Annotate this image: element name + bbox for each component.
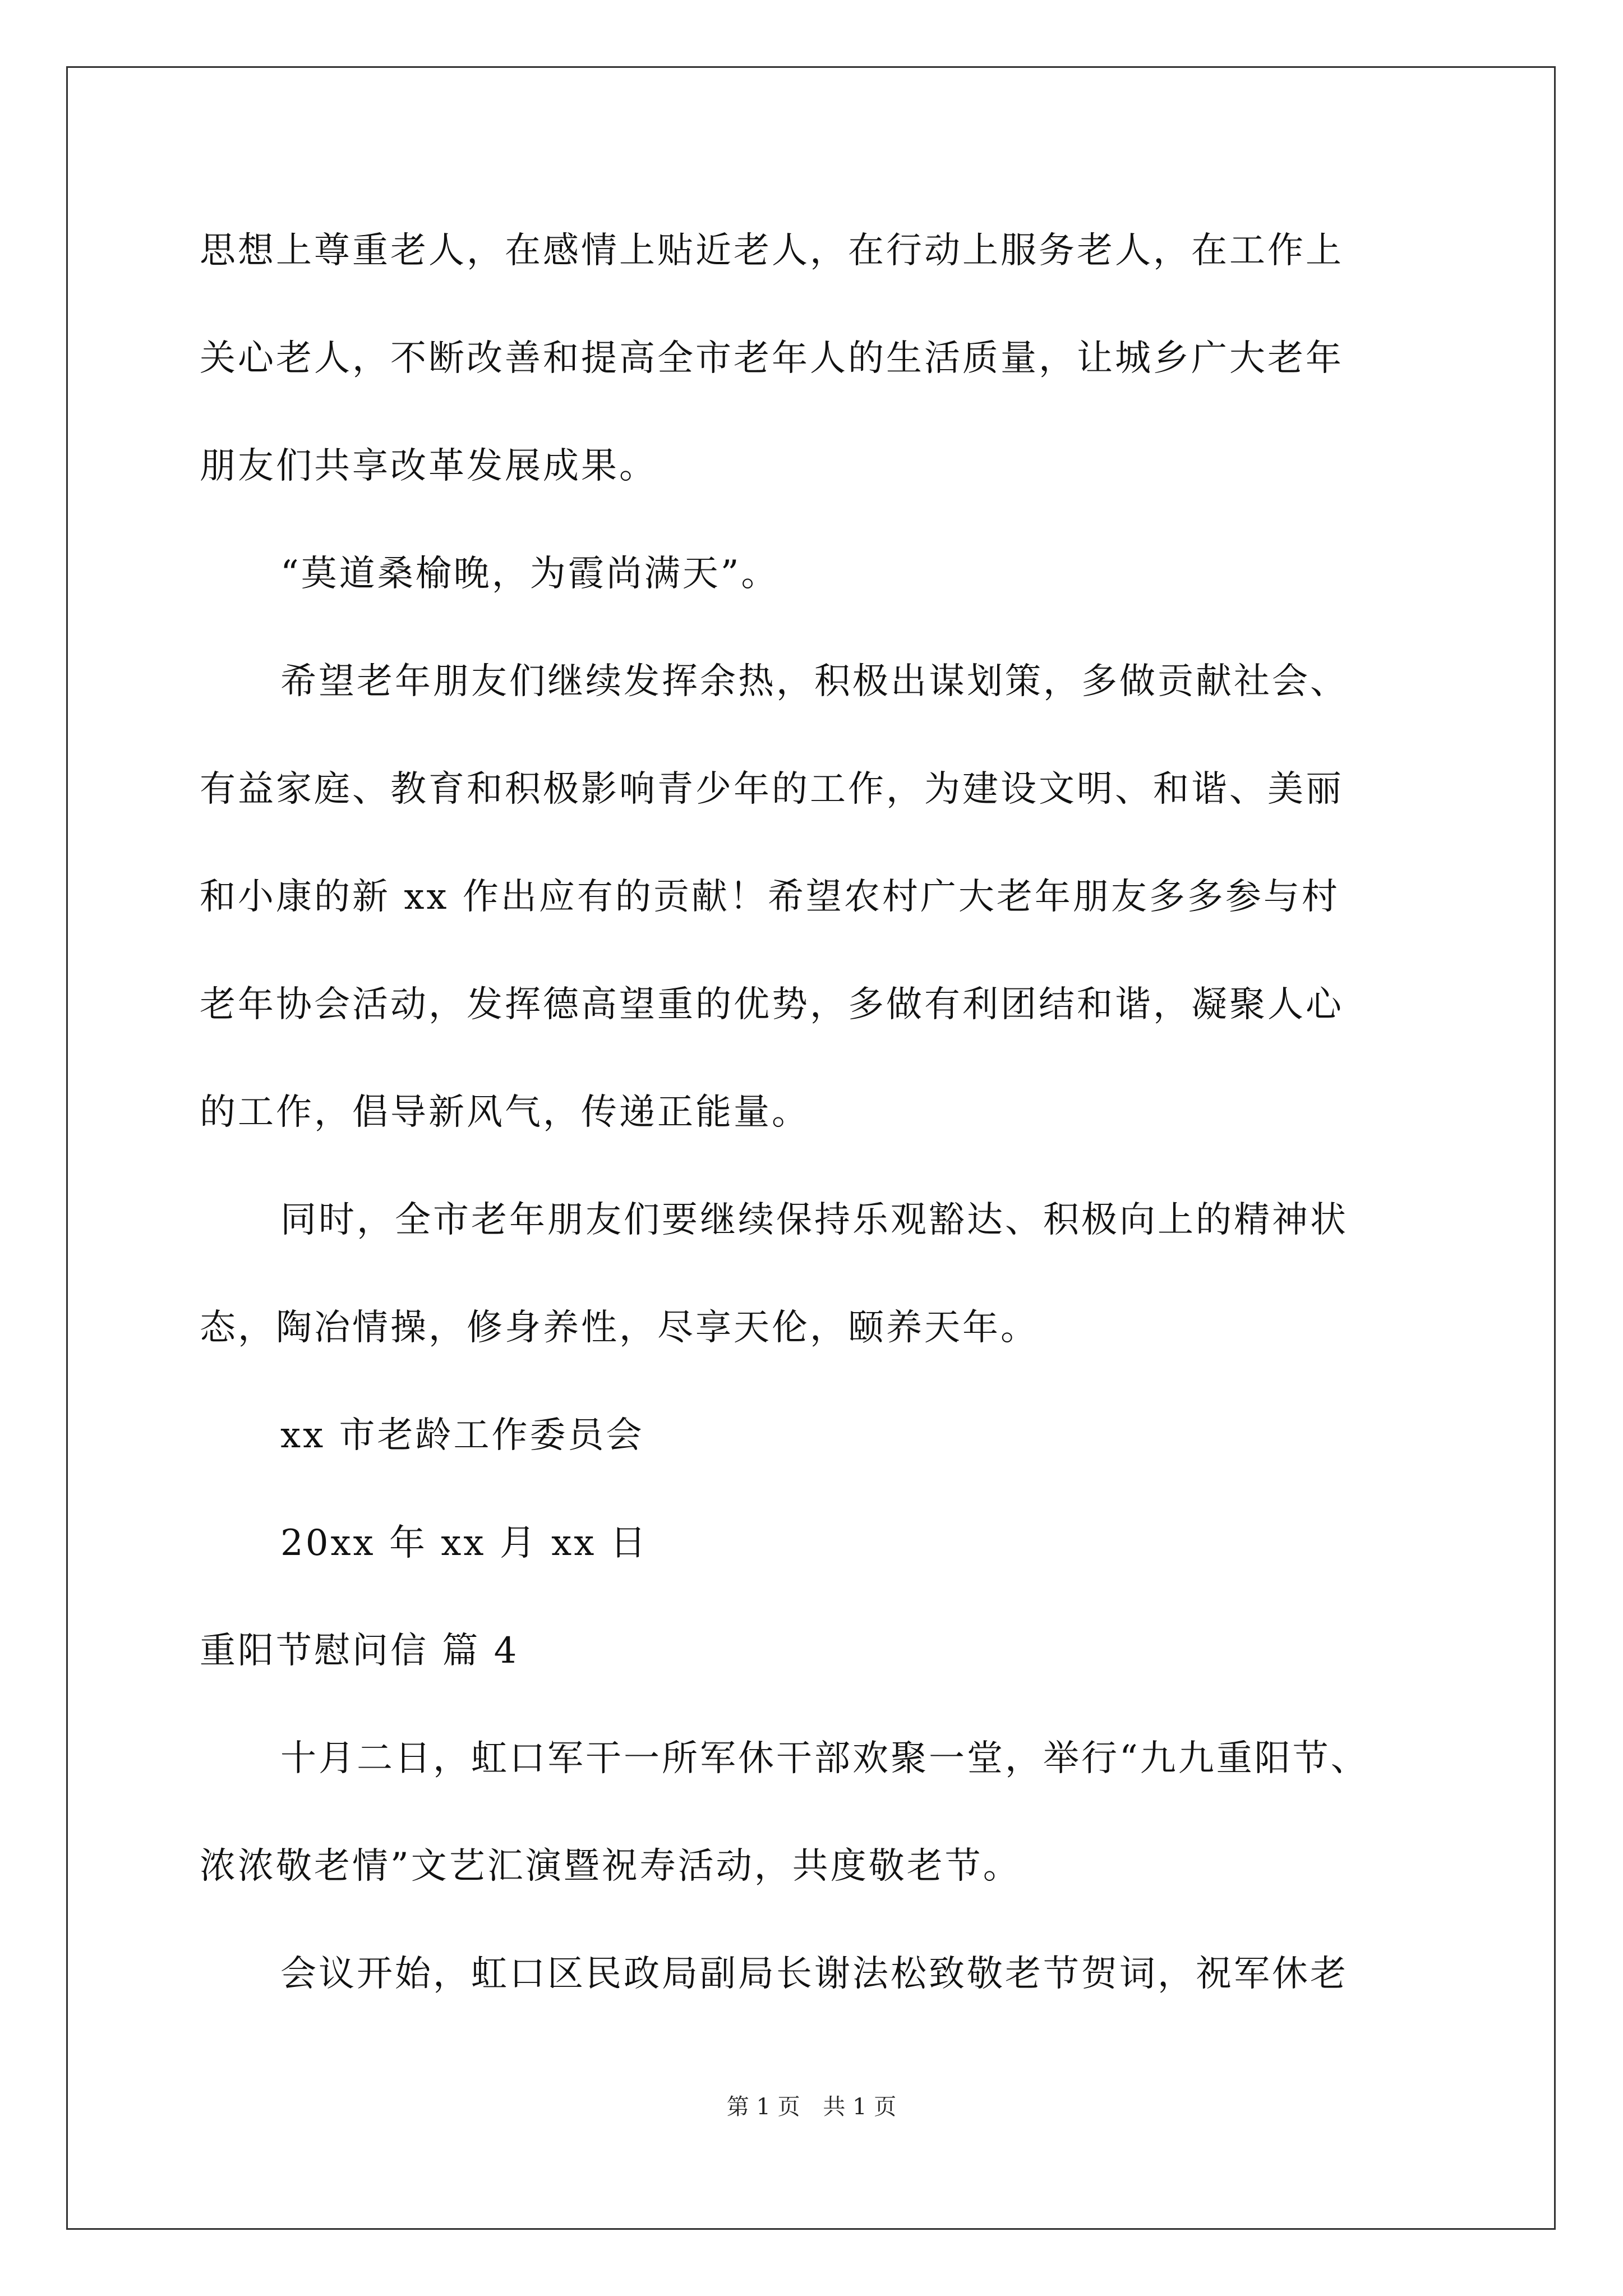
signature-org: xx 市老龄工作委员会 bbox=[280, 1415, 644, 1456]
paragraph-start: 同时，全市老年朋友们要继续保持乐观豁达、积极向上的精神状 bbox=[280, 1199, 1348, 1241]
paragraph-start: 十月二日，虹口军干一所军休干部欢聚一堂，举行“九九重阳节、 bbox=[280, 1738, 1369, 1779]
text-line: 的工作，倡导新风气，传递正能量。 bbox=[200, 1092, 810, 1133]
signature-date: 20xx 年 xx 月 xx 日 bbox=[280, 1522, 648, 1564]
section-heading: 重阳节慰问信 篇 4 bbox=[200, 1630, 519, 1672]
page-footer bbox=[0, 2093, 1623, 2121]
paragraph-start: 会议开始，虹口区民政局副局长谢法松致敬老节贺词，祝军休老 bbox=[280, 1953, 1348, 1995]
page-total: 共 1 页 bbox=[823, 2094, 897, 2120]
text-line: 态，陶冶情操，修身养性，尽享天伦，颐养天年。 bbox=[200, 1307, 1039, 1349]
text-line: 思想上尊重老人，在感情上贴近老人，在行动上服务老人，在工作上 bbox=[200, 230, 1344, 272]
text-line: 浓浓敬老情”文艺汇演暨祝寿活动，共度敬老节。 bbox=[200, 1846, 1021, 1887]
text-line: 有益家庭、教育和积极影响青少年的工作，为建设文明、和谐、美丽 bbox=[200, 769, 1344, 810]
text-line: 和小康的新 xx 作出应有的贡献！希望农村广大老年朋友多多参与村 bbox=[200, 876, 1340, 918]
page-border bbox=[66, 66, 1556, 2230]
text-line: 朋友们共享改革发展成果。 bbox=[200, 445, 657, 487]
quote-line: “莫道桑榆晚，为霞尚满天”。 bbox=[280, 553, 780, 595]
page-number: 第 1 页 bbox=[726, 2094, 800, 2120]
paragraph-start: 希望老年朋友们继续发挥余热，积极出谋划策，多做贡献社会、 bbox=[280, 661, 1348, 702]
text-line: 老年协会活动，发挥德高望重的优势，多做有利团结和谐，凝聚人心 bbox=[200, 984, 1344, 1025]
text-line: 关心老人，不断改善和提高全市老年人的生活质量，让城乡广大老年 bbox=[200, 338, 1344, 379]
